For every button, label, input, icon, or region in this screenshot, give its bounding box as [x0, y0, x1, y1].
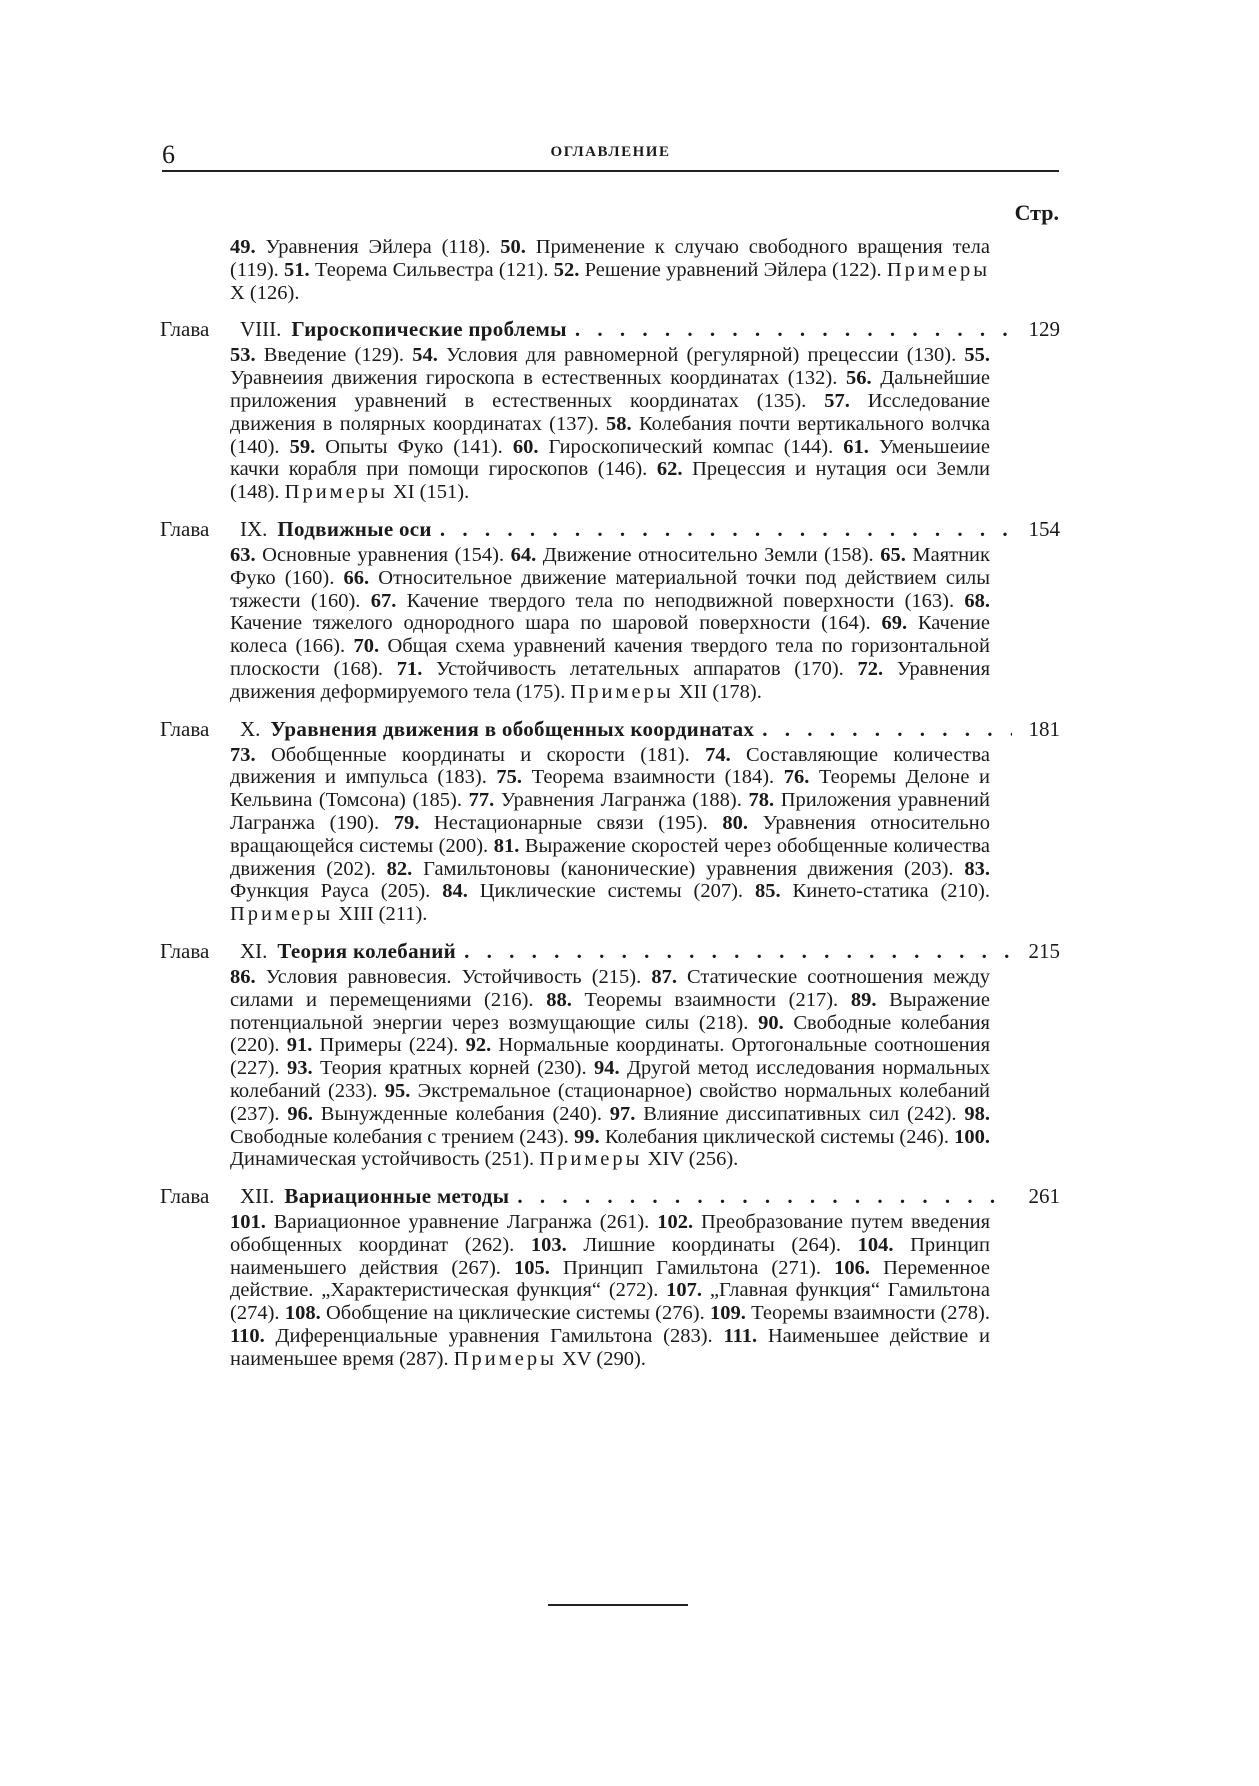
chapter-entry	[160, 516, 1060, 704]
section-text: Прецессия и нутация оси Земли (148).	[230, 458, 990, 504]
section-text: Введение (129).	[255, 344, 413, 367]
chapter-number: VIII.	[240, 317, 282, 342]
chapter-page: 129	[1028, 317, 1060, 342]
section-number: 101.	[230, 1211, 266, 1234]
section-text: Составляющие количества движения и импульса (183).	[230, 743, 990, 789]
section-number: 55.	[964, 344, 990, 367]
chapter-heading	[160, 516, 1060, 542]
section-number: 66.	[343, 566, 370, 589]
section-text: Опыты Фуко (141).	[315, 435, 513, 458]
chapter-heading	[160, 938, 1060, 964]
section-text: XV (290).	[556, 1347, 646, 1370]
section-number: 61.	[843, 435, 869, 458]
section-number: 60.	[512, 435, 539, 458]
section-number: 73.	[230, 743, 256, 766]
section-number: 92.	[465, 1034, 492, 1057]
section-number: 87.	[651, 965, 677, 988]
dot-leader	[517, 1183, 1012, 1209]
section-text: Преобразование путем введения обобщенных координат (262).	[230, 1211, 991, 1256]
chapter-title: Гироскопические проблемы	[291, 317, 567, 342]
section-number: 88.	[546, 988, 572, 1011]
dot-leader	[440, 516, 1012, 542]
examples-label: Примеры	[539, 1148, 643, 1171]
section-number: 57.	[824, 389, 850, 412]
section-number: 106.	[834, 1256, 870, 1279]
section-text: Выражение потенциальной энергии через возмущающие силы (218).	[230, 988, 990, 1034]
section-text: Уменьшеиие качки корабля при помощи гироскопов (146).	[230, 435, 990, 481]
section-number: 93.	[286, 1057, 313, 1080]
section-text: Уравнения Эйлера (118).	[255, 236, 501, 258]
chapter-page: 215	[1028, 938, 1060, 963]
section-text: XII (178).	[673, 680, 762, 703]
section-number: 94.	[594, 1057, 620, 1080]
section-text: Теория кратных корней (230).	[312, 1057, 594, 1080]
section-number: 96.	[287, 1102, 313, 1125]
section-number: 100.	[954, 1125, 990, 1148]
section-number: 72.	[857, 657, 884, 680]
section-number: 82.	[386, 857, 413, 880]
section-number: 67.	[370, 589, 397, 612]
section-number: 71.	[396, 657, 423, 680]
section-number: 86.	[230, 965, 256, 988]
section-number: 110.	[230, 1325, 265, 1348]
section-text: XIII (211).	[333, 903, 428, 926]
page-column-label: Стр.	[1014, 200, 1059, 225]
chapter-word: Глава	[160, 516, 210, 541]
section-number: 76.	[783, 766, 810, 789]
examples-label: Примеры	[453, 1347, 557, 1370]
section-text: Общая схема уравнений качения твердого тела по горизонтальной плоскости (168).	[230, 635, 990, 680]
section-text: Уравнения относительно вращающейся системы (200).	[230, 811, 990, 857]
section-number: 59.	[289, 435, 316, 458]
running-title: ОГЛАВЛЕНИЕ	[550, 144, 671, 160]
chapter-word: Глава	[160, 1184, 210, 1209]
section-number: 103.	[530, 1233, 567, 1256]
section-text: Теоремы Делоне и Кельвина (Томсона) (185).	[230, 766, 990, 812]
section-list	[160, 544, 1060, 704]
section-number: 68.	[964, 589, 990, 612]
chapter-entry	[160, 938, 1060, 1171]
section-text: Уравнеиия движения гироскопа в естественных координатах (132).	[230, 367, 846, 390]
chapter-page: 181	[1028, 716, 1060, 741]
section-number: 91.	[286, 1034, 313, 1057]
section-text: Принцип Гамильтона (271).	[549, 1256, 835, 1279]
section-number: 105.	[514, 1256, 550, 1279]
examples-label: Примеры	[230, 903, 334, 926]
section-number: 74.	[705, 743, 731, 766]
section-text: Условия для равномерной (регулярной) прецессии (130).	[437, 344, 965, 367]
section-text: Экстремальное (стационарное) свойство нормальных колебаний (237).	[230, 1079, 990, 1125]
section-text: Качение колеса (166).	[230, 612, 990, 658]
section-number: 104.	[857, 1233, 894, 1256]
section-number: 56.	[845, 367, 872, 390]
section-text: Функция Рауса (205).	[230, 880, 443, 903]
chapter-entry	[160, 316, 1060, 504]
dot-leader	[575, 316, 1012, 342]
section-text: Качение твердого тела по неподвижной поверхности (163).	[396, 589, 965, 612]
section-number: 95.	[384, 1079, 411, 1102]
section-text: Принцип наименьшего действия (267).	[230, 1233, 990, 1279]
section-number: 107.	[666, 1279, 703, 1302]
section-text: Переменное действие. „Характеристическая функция“ (272).	[230, 1256, 990, 1302]
section-text: Уравнения движения деформируемого тела (175).	[230, 657, 991, 703]
section-text: Свободные колебания (220).	[230, 1011, 990, 1057]
chapter-page: 261	[1028, 1184, 1060, 1209]
section-number: 111.	[723, 1325, 758, 1348]
section-text: Обобщение на циклические системы (276).	[320, 1302, 710, 1325]
section-text: Диференциальные уравнения Гамильтона (283).	[264, 1325, 724, 1348]
section-number: 89.	[850, 988, 877, 1011]
section-text: Обобщенные координаты и скорости (181).	[255, 743, 706, 766]
dot-leader	[762, 716, 1012, 742]
section-text: XI (151).	[387, 481, 470, 504]
section-number: 79.	[393, 811, 420, 834]
section-number: 62.	[656, 458, 683, 481]
chapter-title: Вариационные методы	[284, 1184, 510, 1209]
chapter-number: XI.	[240, 938, 268, 963]
end-rule	[548, 1604, 688, 1606]
section-number: 102.	[657, 1211, 694, 1234]
section-text: Вариационное уравнение Лагранжа (261).	[265, 1211, 658, 1234]
chapter-number: IX.	[240, 516, 268, 541]
section-text: Колебания почти вертикального волчка (140).	[230, 412, 990, 458]
section-number: 51.	[284, 258, 310, 281]
dot-leader	[464, 938, 1012, 964]
section-text: Наименьшее действие и наименьшее время (287).	[230, 1325, 990, 1370]
section-number: 53.	[230, 344, 256, 367]
table-of-contents	[160, 236, 1060, 1371]
section-text: Нормальные координаты. Ортогональные соотношения (227).	[230, 1034, 991, 1080]
examples-label: Примеры	[886, 258, 990, 281]
section-text: Дальнейшие приложения уравнений в естественных координатах (135).	[230, 367, 990, 412]
section-number: 98.	[964, 1102, 991, 1125]
section-text: Кинето-статика (210).	[780, 880, 991, 903]
section-number: 63.	[230, 543, 256, 566]
section-text: Решение уравнений Эйлера (122).	[579, 258, 887, 281]
section-text: Маятник Фуко (160).	[230, 543, 990, 589]
chapter-heading	[160, 716, 1060, 742]
section-number: 83.	[964, 857, 990, 880]
section-text: Выражение скоростей через обобщенные количества движения (202).	[230, 834, 990, 880]
section-number: 109.	[709, 1302, 746, 1325]
section-number: 80.	[722, 811, 749, 834]
section-text: Движение относительно Земли (158).	[536, 543, 881, 566]
section-text: Основные уравнения (154).	[255, 543, 511, 566]
section-text: Применение к случаю свободного вращения тела (119).	[230, 236, 990, 281]
section-text: Условия равновесия. Устойчивость (215).	[255, 965, 652, 988]
section-number: 75.	[496, 766, 523, 789]
examples-label: Примеры	[570, 680, 674, 703]
section-number: 78.	[748, 789, 775, 812]
section-number: 85.	[754, 880, 781, 903]
section-text: Приложения уравнений Лагранжа (190).	[230, 789, 990, 834]
section-text: Уравнения Лагранжа (188).	[494, 789, 749, 812]
section-text: Другой метод исследования нормальных колебаний (233).	[230, 1057, 991, 1102]
chapter-number: XII.	[240, 1184, 275, 1209]
section-text: Теоремы взаимности (278).	[745, 1302, 991, 1325]
chapter-title: Уравнения движения в обобщенных координатах	[270, 716, 755, 741]
section-number: 84.	[442, 880, 468, 903]
section-text: Влияние диссипативных сил (242).	[635, 1102, 965, 1125]
chapter-page: 154	[1028, 516, 1060, 541]
section-text: Теоремы взаимности (217).	[571, 988, 851, 1011]
chapter-number: X.	[240, 716, 261, 741]
section-number: 70.	[353, 635, 380, 658]
section-list	[160, 744, 1060, 926]
chapter-heading	[160, 1183, 1060, 1209]
section-text: XIV (256).	[642, 1148, 739, 1171]
section-number: 50.	[500, 236, 526, 258]
section-number: 65.	[880, 543, 906, 566]
section-list	[160, 1211, 1060, 1371]
section-text: Относительное движение материальной точки под действием силы тяжести (160).	[230, 566, 990, 612]
section-number: 69.	[881, 612, 908, 635]
section-text: Гамильтоновы (канонические) уравнения движения (203).	[412, 857, 965, 880]
chapter-heading	[160, 316, 1060, 342]
page-number: 6	[162, 140, 175, 169]
section-number: 52.	[553, 258, 580, 281]
chapter-entry	[160, 716, 1060, 926]
section-text: Исследование движения в полярных координатах (137).	[230, 389, 990, 435]
section-number: 77.	[468, 789, 495, 812]
section-text: Теорема Сильвестра (121).	[309, 258, 554, 281]
chapter-title: Теория колебаний	[277, 938, 457, 963]
section-text: Нестационарные связи (195).	[419, 811, 723, 834]
section-text: Вынужденные колебания (240).	[312, 1102, 610, 1125]
section-number: 90.	[758, 1011, 784, 1034]
chapter-entry	[160, 1183, 1060, 1371]
running-head	[162, 140, 1059, 170]
section-number: 54.	[412, 344, 438, 367]
chapter-word: Глава	[160, 317, 210, 342]
section-text: Свободные колебания с трением (243).	[230, 1125, 575, 1148]
chapter-title: Подвижные оси	[277, 516, 432, 541]
chapter-word: Глава	[160, 938, 210, 963]
section-text: Лишние координаты (264).	[566, 1233, 858, 1256]
section-number: 81.	[493, 834, 520, 857]
section-number: 99.	[574, 1125, 600, 1148]
examples-label: Примеры	[284, 481, 388, 504]
section-text: Колебания циклической системы (246).	[599, 1125, 955, 1148]
chapter-word: Глава	[160, 716, 210, 741]
section-number: 58.	[606, 412, 632, 435]
section-text: Гироскопический компас (144).	[538, 435, 844, 458]
section-text: Теорема взаимности (184).	[522, 766, 784, 789]
section-text: Качение тяжелого однородного шара по шаровой поверхности (164).	[230, 612, 882, 635]
section-text: „Главная функция“ Гамильтона (274).	[230, 1279, 990, 1325]
section-list	[160, 966, 1060, 1171]
section-text: Циклические системы (207).	[467, 880, 755, 903]
section-text: Статические соотношения между силами и перемещениями (216).	[230, 965, 991, 1011]
section-text: Примеры (224).	[312, 1034, 466, 1057]
section-number: 64.	[510, 543, 537, 566]
section-number: 49.	[230, 236, 256, 258]
section-number: 108.	[284, 1302, 321, 1325]
section-text: Динамическая устойчивость (251).	[230, 1148, 540, 1171]
section-text: Устойчивость летательных аппаратов (170).	[422, 657, 858, 680]
section-list	[160, 344, 1060, 504]
header-rule	[162, 170, 1059, 172]
section-list	[160, 236, 1060, 304]
section-number: 97.	[609, 1102, 636, 1125]
section-text: X (126).	[230, 281, 300, 304]
